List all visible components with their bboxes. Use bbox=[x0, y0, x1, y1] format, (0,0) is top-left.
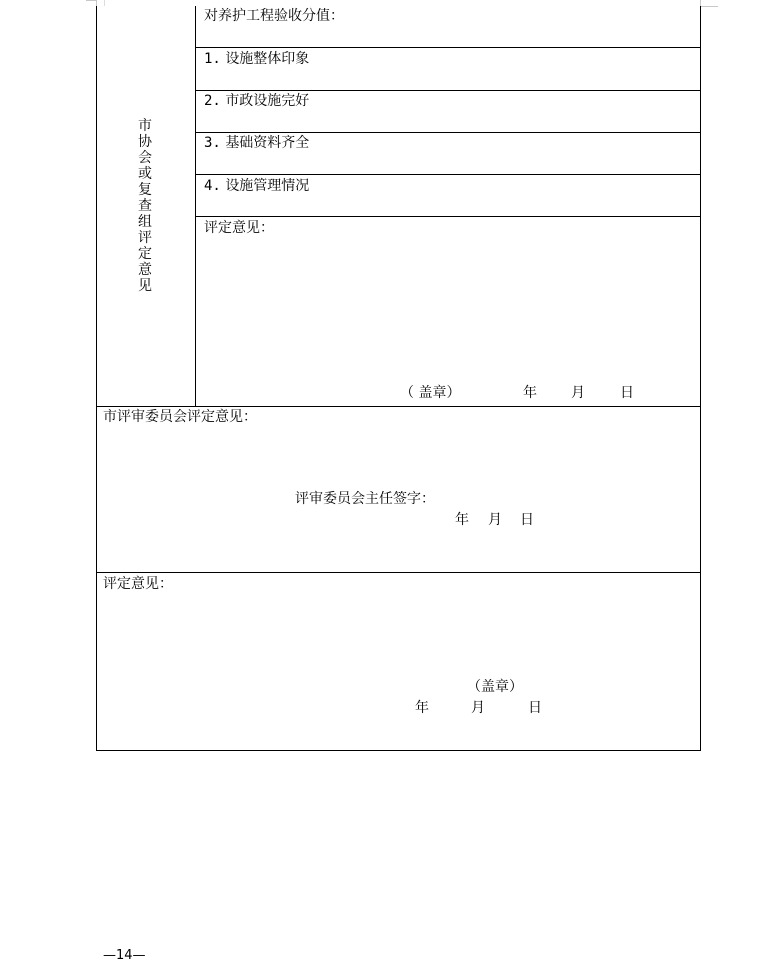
row-divider bbox=[195, 216, 701, 217]
seal-label: （ 盖章） bbox=[400, 385, 461, 401]
crop-mark bbox=[104, 0, 105, 6]
item-number: 1. bbox=[204, 51, 221, 67]
date-year: 年 bbox=[523, 385, 537, 401]
section-divider bbox=[96, 406, 701, 407]
item-number: 4. bbox=[204, 178, 221, 194]
score-item-1 bbox=[204, 51, 309, 67]
date-month: 月 bbox=[571, 385, 585, 401]
score-item-4 bbox=[204, 178, 309, 194]
row-divider bbox=[195, 90, 701, 91]
row-divider bbox=[195, 132, 701, 133]
item-text: 设施整体印象 bbox=[225, 51, 310, 67]
date-day: 日 bbox=[620, 385, 634, 401]
item-number: 2. bbox=[204, 93, 221, 109]
date-month: 月 bbox=[471, 700, 485, 716]
crop-mark bbox=[86, 0, 96, 7]
vertical-section-label: 市协会或复查组评定意见 bbox=[138, 118, 152, 294]
table-border-bottom bbox=[96, 750, 701, 751]
table-border-left bbox=[96, 6, 97, 751]
item-text: 设施管理情况 bbox=[225, 178, 310, 194]
crop-mark bbox=[700, 6, 718, 7]
table-border-right bbox=[700, 6, 701, 751]
date-day: 日 bbox=[528, 700, 542, 716]
seal-label: （盖章） bbox=[467, 679, 523, 695]
date-month: 月 bbox=[488, 512, 502, 528]
date-day: 日 bbox=[520, 512, 534, 528]
committee-title: 市评审委员会评定意见： bbox=[103, 409, 257, 425]
final-opinion-label: 评定意见： bbox=[103, 576, 173, 592]
row-divider bbox=[195, 47, 701, 48]
item-text: 基础资料齐全 bbox=[225, 135, 310, 151]
score-item-2 bbox=[204, 93, 309, 109]
section-divider bbox=[96, 572, 701, 573]
item-number: 3. bbox=[204, 135, 221, 151]
score-title: 对养护工程验收分值： bbox=[204, 8, 344, 24]
signature-label: 评审委员会主任签字： bbox=[295, 491, 435, 507]
page-number: —14— bbox=[103, 948, 146, 963]
score-item-3 bbox=[204, 135, 309, 151]
item-text: 市政设施完好 bbox=[225, 93, 310, 109]
opinion-label: 评定意见： bbox=[204, 220, 274, 236]
date-year: 年 bbox=[455, 512, 469, 528]
date-year: 年 bbox=[415, 700, 429, 716]
table-column-divider bbox=[195, 6, 196, 406]
row-divider bbox=[195, 174, 701, 175]
